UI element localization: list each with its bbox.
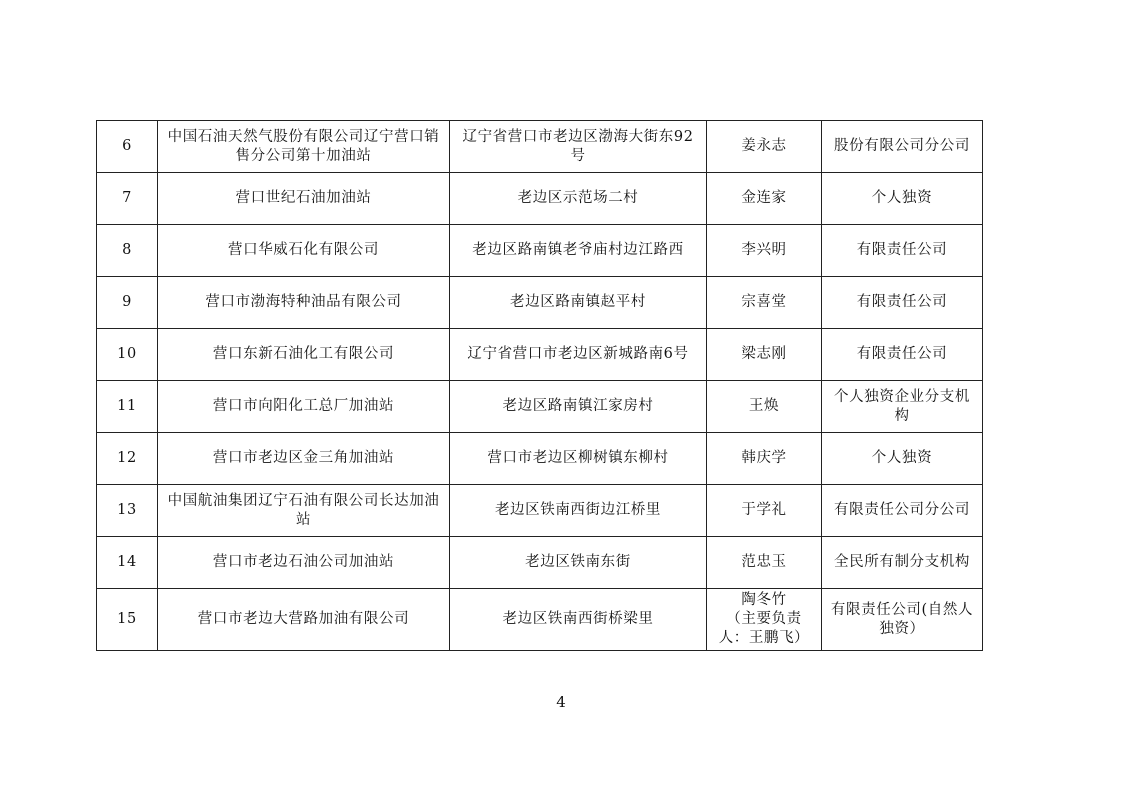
enterprise-type: 个人独资企业分支机构 — [822, 381, 983, 433]
page-number: 4 — [556, 693, 566, 711]
company-address: 老边区示范场二村 — [450, 173, 707, 225]
row-number: 7 — [97, 173, 158, 225]
responsible-person: 于学礼 — [707, 485, 822, 537]
company-name: 营口市渤海特种油品有限公司 — [158, 277, 450, 329]
company-name: 营口市老边大营路加油有限公司 — [158, 589, 450, 651]
company-name: 营口东新石油化工有限公司 — [158, 329, 450, 381]
table-row — [97, 433, 983, 485]
company-address: 老边区铁南东街 — [450, 537, 707, 589]
table-row — [97, 329, 983, 381]
row-number: 14 — [97, 537, 158, 589]
row-number: 13 — [97, 485, 158, 537]
responsible-person: 陶冬竹 — [741, 592, 787, 608]
principal-person-note: （主要负责人：王鹏飞） — [718, 611, 810, 646]
responsible-person: 韩庆学 — [707, 433, 822, 485]
responsible-person: 姜永志 — [707, 121, 822, 173]
company-name: 营口市向阳化工总厂加油站 — [158, 381, 450, 433]
table-row — [97, 173, 983, 225]
table-row — [97, 225, 983, 277]
responsible-person: 李兴明 — [707, 225, 822, 277]
company-address: 老边区铁南西街边江桥里 — [450, 485, 707, 537]
enterprise-type: 股份有限公司分公司 — [822, 121, 983, 173]
responsible-person-cell — [707, 589, 822, 651]
table-row — [97, 121, 983, 173]
row-number: 9 — [97, 277, 158, 329]
enterprise-type: 有限责任公司 — [822, 329, 983, 381]
company-address: 辽宁省营口市老边区新城路南6号 — [450, 329, 707, 381]
table-row — [97, 537, 983, 589]
responsible-person: 宗喜堂 — [707, 277, 822, 329]
company-name: 中国石油天然气股份有限公司辽宁营口销售分公司第十加油站 — [158, 121, 450, 173]
row-number: 6 — [97, 121, 158, 173]
responsible-person: 王焕 — [707, 381, 822, 433]
enterprise-type: 有限责任公司(自然人独资） — [822, 589, 983, 651]
company-address: 老边区铁南西街桥梁里 — [450, 589, 707, 651]
enterprise-type: 全民所有制分支机构 — [822, 537, 983, 589]
row-number: 12 — [97, 433, 158, 485]
enterprise-type: 个人独资 — [822, 173, 983, 225]
company-address: 老边区路南镇江家房村 — [450, 381, 707, 433]
enterprise-type: 个人独资 — [822, 433, 983, 485]
company-name: 营口世纪石油加油站 — [158, 173, 450, 225]
company-address: 营口市老边区柳树镇东柳村 — [450, 433, 707, 485]
company-name: 营口华威石化有限公司 — [158, 225, 450, 277]
table-row — [97, 381, 983, 433]
table-row — [97, 485, 983, 537]
company-name: 营口市老边石油公司加油站 — [158, 537, 450, 589]
row-number: 8 — [97, 225, 158, 277]
enterprise-type: 有限责任公司分公司 — [822, 485, 983, 537]
enterprise-type: 有限责任公司 — [822, 277, 983, 329]
row-number: 11 — [97, 381, 158, 433]
responsible-person: 范忠玉 — [707, 537, 822, 589]
company-address: 老边区路南镇赵平村 — [450, 277, 707, 329]
enterprise-type: 有限责任公司 — [822, 225, 983, 277]
row-number: 10 — [97, 329, 158, 381]
responsible-person: 梁志刚 — [707, 329, 822, 381]
company-name: 中国航油集团辽宁石油有限公司长达加油站 — [158, 485, 450, 537]
company-address: 辽宁省营口市老边区渤海大街东92号 — [450, 121, 707, 173]
gas-station-registry-table — [96, 120, 983, 651]
row-number: 15 — [97, 589, 158, 651]
responsible-person: 金连家 — [707, 173, 822, 225]
table-row — [97, 589, 983, 651]
table-row — [97, 277, 983, 329]
company-name: 营口市老边区金三角加油站 — [158, 433, 450, 485]
company-address: 老边区路南镇老爷庙村边江路西 — [450, 225, 707, 277]
